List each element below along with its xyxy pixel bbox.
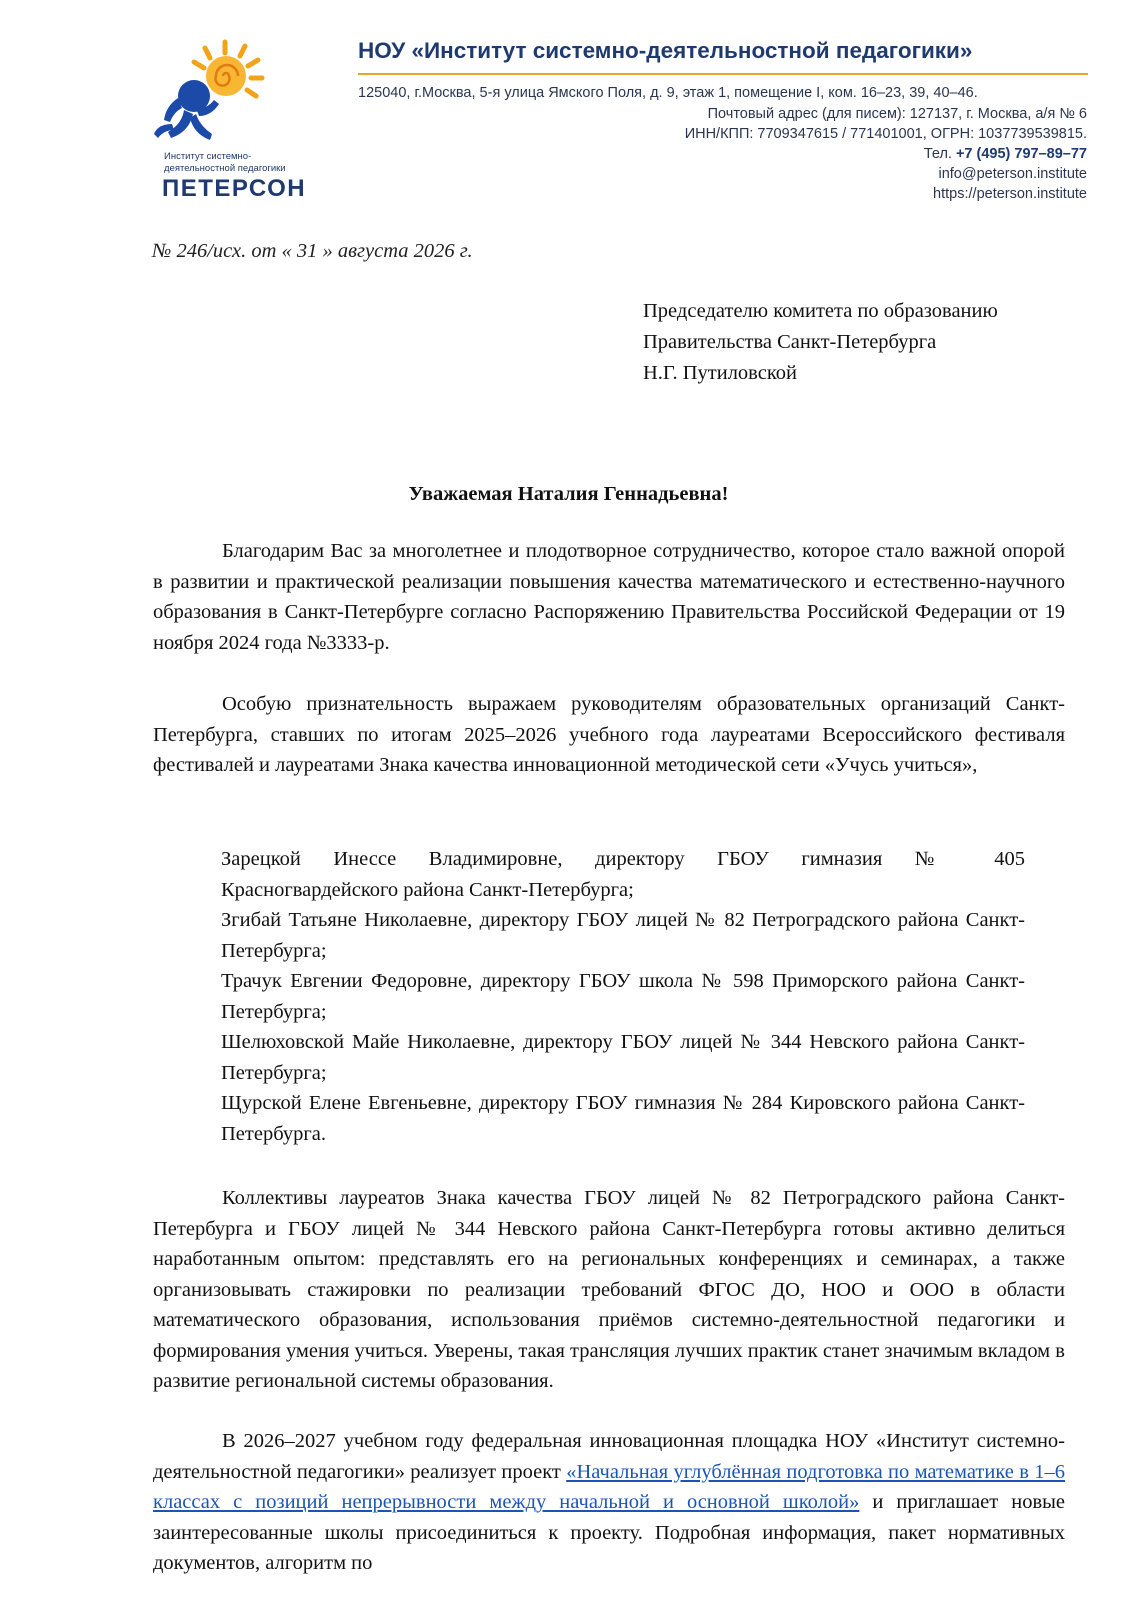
project-text-after: и приглашает новые заинтересованные школы присоединиться к проекту. Подробная информация, пакет нормативных документов, алгоритм по	[153, 1491, 1065, 1574]
project-text-before: В 2026–2027 учебном году федеральная инновационная площадка НОУ «Институт системно-деятельностной педагогики» реализует проект	[153, 1430, 1065, 1483]
addressee-line1: Председателю комитета по образованию	[643, 300, 998, 322]
tax-ids: ИНН/КПП: 7709347615 / 771401001, ОГРН: 1037739539815.	[684, 126, 1087, 142]
logo-caption-line1: Институт системно-	[164, 151, 252, 162]
laureate-item: Згибай Татьяне Николаевне, директору ГБОУ лицей № 82 Петроградского района Санкт-Петербурга;	[221, 909, 1025, 962]
addressee-line3: Н.Г. Путиловской	[643, 362, 797, 384]
laureate-item: Трачук Евгении Федоровне, директору ГБОУ школа № 598 Приморского района Санкт-Петербурга;	[221, 970, 1025, 1023]
project-link[interactable]: «Начальная углублённая подготовка по математике в 1–6 классах с позиций непрерывности между начальной и основной школой»	[153, 1460, 1065, 1513]
laureate-item: Зарецкой Инессе Владимировне, директору ГБОУ гимназия № 405	[221, 848, 1025, 870]
sun-icon	[206, 56, 246, 96]
legal-address: 125040, г.Москва, 5-я улица Ямского Поля, д. 9, этаж 1, помещение I, ком. 16–23, 39, 40–46.	[358, 85, 978, 101]
laureate-item-continuation: Красногвардейского района Санкт-Петербурга;	[221, 878, 634, 901]
phone-line	[487, 146, 1087, 162]
addressee-block	[643, 296, 1083, 389]
paragraph-gratitude: Благодарим Вас за многолетнее и плодотворное сотрудничество, которое стало важной опорой в развитии и практической реализации повышения качества математического и естественно-научного образования в Санкт-Петербурге согласно Распоряжению Правительства Российской Федерации от 19 ноября 2024 года №3333-р.	[153, 540, 1065, 654]
phone-number: +7 (495) 797–89–77	[955, 146, 1087, 162]
logo-caption-line2: деятельностной педагогики	[164, 163, 286, 174]
laureates-list	[221, 844, 1025, 1149]
email-address: info@peterson.institute	[938, 166, 1087, 182]
salutation: Уважаемая Наталия Геннадьевна!	[408, 483, 729, 505]
paragraph-project-invitation	[153, 1426, 1065, 1579]
paragraph-experience-sharing: Коллективы лауреатов Знака качества ГБОУ лицей № 82 Петроградского района Санкт-Петербурга и ГБОУ лицей № 344 Невского района Санкт-Петербурга готовы активно делиться наработанным опытом: представлять его на региональных конференциях и семинарах, а также организовывать стажировки по реализации требований ФГОС ДО, НОО и ООО в области математического образования, использования приёмов системно-деятельностной педагогики и формирования умения учиться. Уверены, такая трансляция лучших практик станет значимым вкладом в развитие региональной системы образования.	[153, 1187, 1065, 1392]
logo-name: ПЕТЕРСОН	[162, 175, 307, 202]
laureate-item: Шелюховской Майе Николаевне, директору ГБОУ лицей № 344 Невского района Санкт-Петербурга;	[221, 1031, 1025, 1084]
website-address: https://peterson.institute	[933, 186, 1087, 202]
paragraph-recognition: Особую признательность выражаем руководителям образовательных организаций Санкт-Петербурга, ставших по итогам 2025–2026 учебного года лауреатами Всероссийского фестиваля фестивалей и лауреатами Знака качества инновационной методической сети «Учусь учиться»,	[153, 693, 1065, 776]
letterhead-divider	[358, 73, 1088, 75]
addressee-line2: Правительства Санкт-Петербурга	[643, 331, 937, 353]
logo-caption	[164, 151, 354, 175]
laureate-item: Щурской Елене Евгеньевне, директору ГБОУ гимназия № 284 Кировского района Санкт-Петербурга.	[221, 1092, 1025, 1145]
peterson-logo	[150, 38, 330, 208]
organization-title: НОУ «Институт системно-деятельностной педагогики»	[358, 38, 973, 63]
postal-address: Почтовый адрес (для писем): 127137, г. Москва, а/я № 6	[707, 106, 1087, 122]
outgoing-reference: № 246/исх. от « 31 » августа 2026 г.	[152, 240, 473, 262]
child-with-sun-logo	[150, 38, 330, 153]
phone-label: Тел.	[923, 146, 952, 162]
